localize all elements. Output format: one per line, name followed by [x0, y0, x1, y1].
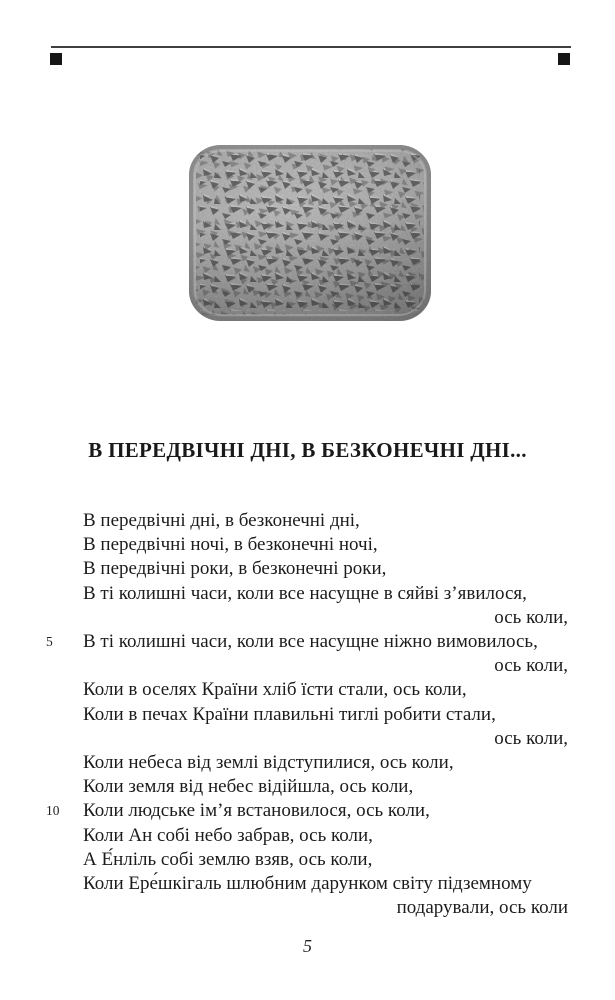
poem-line-text: В передвічні дні, в безконечні дні, [83, 510, 360, 531]
poem-line-text: А Е́нліль собі землю взяв, ось коли, [83, 848, 373, 870]
poem-line [83, 533, 568, 557]
verse-number: 10 [46, 803, 60, 819]
poem-line [83, 872, 568, 896]
poem-line [83, 703, 568, 727]
poem-title: В ПЕРЕДВІЧНІ ДНІ, В БЕЗКОНЕЧНІ ДНІ... [88, 438, 527, 462]
poem-line [83, 509, 568, 533]
poem-line [83, 582, 568, 606]
poem-line-continuation [83, 896, 568, 920]
poem-line [46, 799, 568, 823]
poem-line-text: Коли в оселях Країни хліб їсти стали, ось коли, [83, 679, 467, 701]
poem-line [83, 848, 568, 872]
poem-line-continuation [83, 606, 568, 630]
poem-line-text: ось коли, [494, 606, 568, 628]
poem-line-text: Коли в печах Країни плавильні тиглі робити стали, [83, 703, 496, 725]
poem-line-continuation [83, 654, 568, 678]
black-square-ornament-right [558, 53, 570, 65]
poem-line-continuation [83, 727, 568, 751]
poem-text [46, 509, 568, 920]
poem-line-text: В передвічні ночі, в безконечні ночі, [83, 534, 378, 556]
poem-line [83, 557, 568, 581]
poem-line-text: Коли земля від небес відійшла, ось коли, [83, 776, 414, 798]
poem-line-text: ось коли, [494, 655, 568, 677]
poem-line-text: В ті колишні часи, коли все насущне в сяйві з’явилося, [83, 582, 527, 604]
poem-line [83, 751, 568, 775]
poem-line [83, 678, 568, 702]
poem-line-text: Коли небеса від землі відступилися, ось коли, [83, 752, 454, 774]
poem-line-text: Коли Ан собі небо забрав, ось коли, [83, 824, 373, 846]
cuneiform-tablet-photo [186, 141, 434, 325]
poem-line [83, 775, 568, 799]
poem-line-text: Коли людське ім’я встановилося, ось коли, [83, 800, 430, 822]
poem-line [83, 824, 568, 848]
page-number: 5 [303, 936, 312, 956]
poem-line-text: ось коли, [494, 727, 568, 749]
poem-line-text: подарували, ось коли [396, 897, 568, 919]
cuneiform-tablet-illustration [186, 141, 434, 325]
poem-line [46, 630, 568, 654]
poem-line-text: Коли Ере́шкігаль шлюбним дарунком світу підземному [83, 873, 532, 895]
verse-number: 5 [46, 634, 53, 650]
poem-line-text: В передвічні роки, в безконечні роки, [83, 558, 387, 580]
black-square-ornament-left [50, 53, 62, 65]
header-rule [51, 46, 571, 48]
poem-line-text: В ті колишні часи, коли все насущне ніжно вимовилось, [83, 631, 538, 653]
